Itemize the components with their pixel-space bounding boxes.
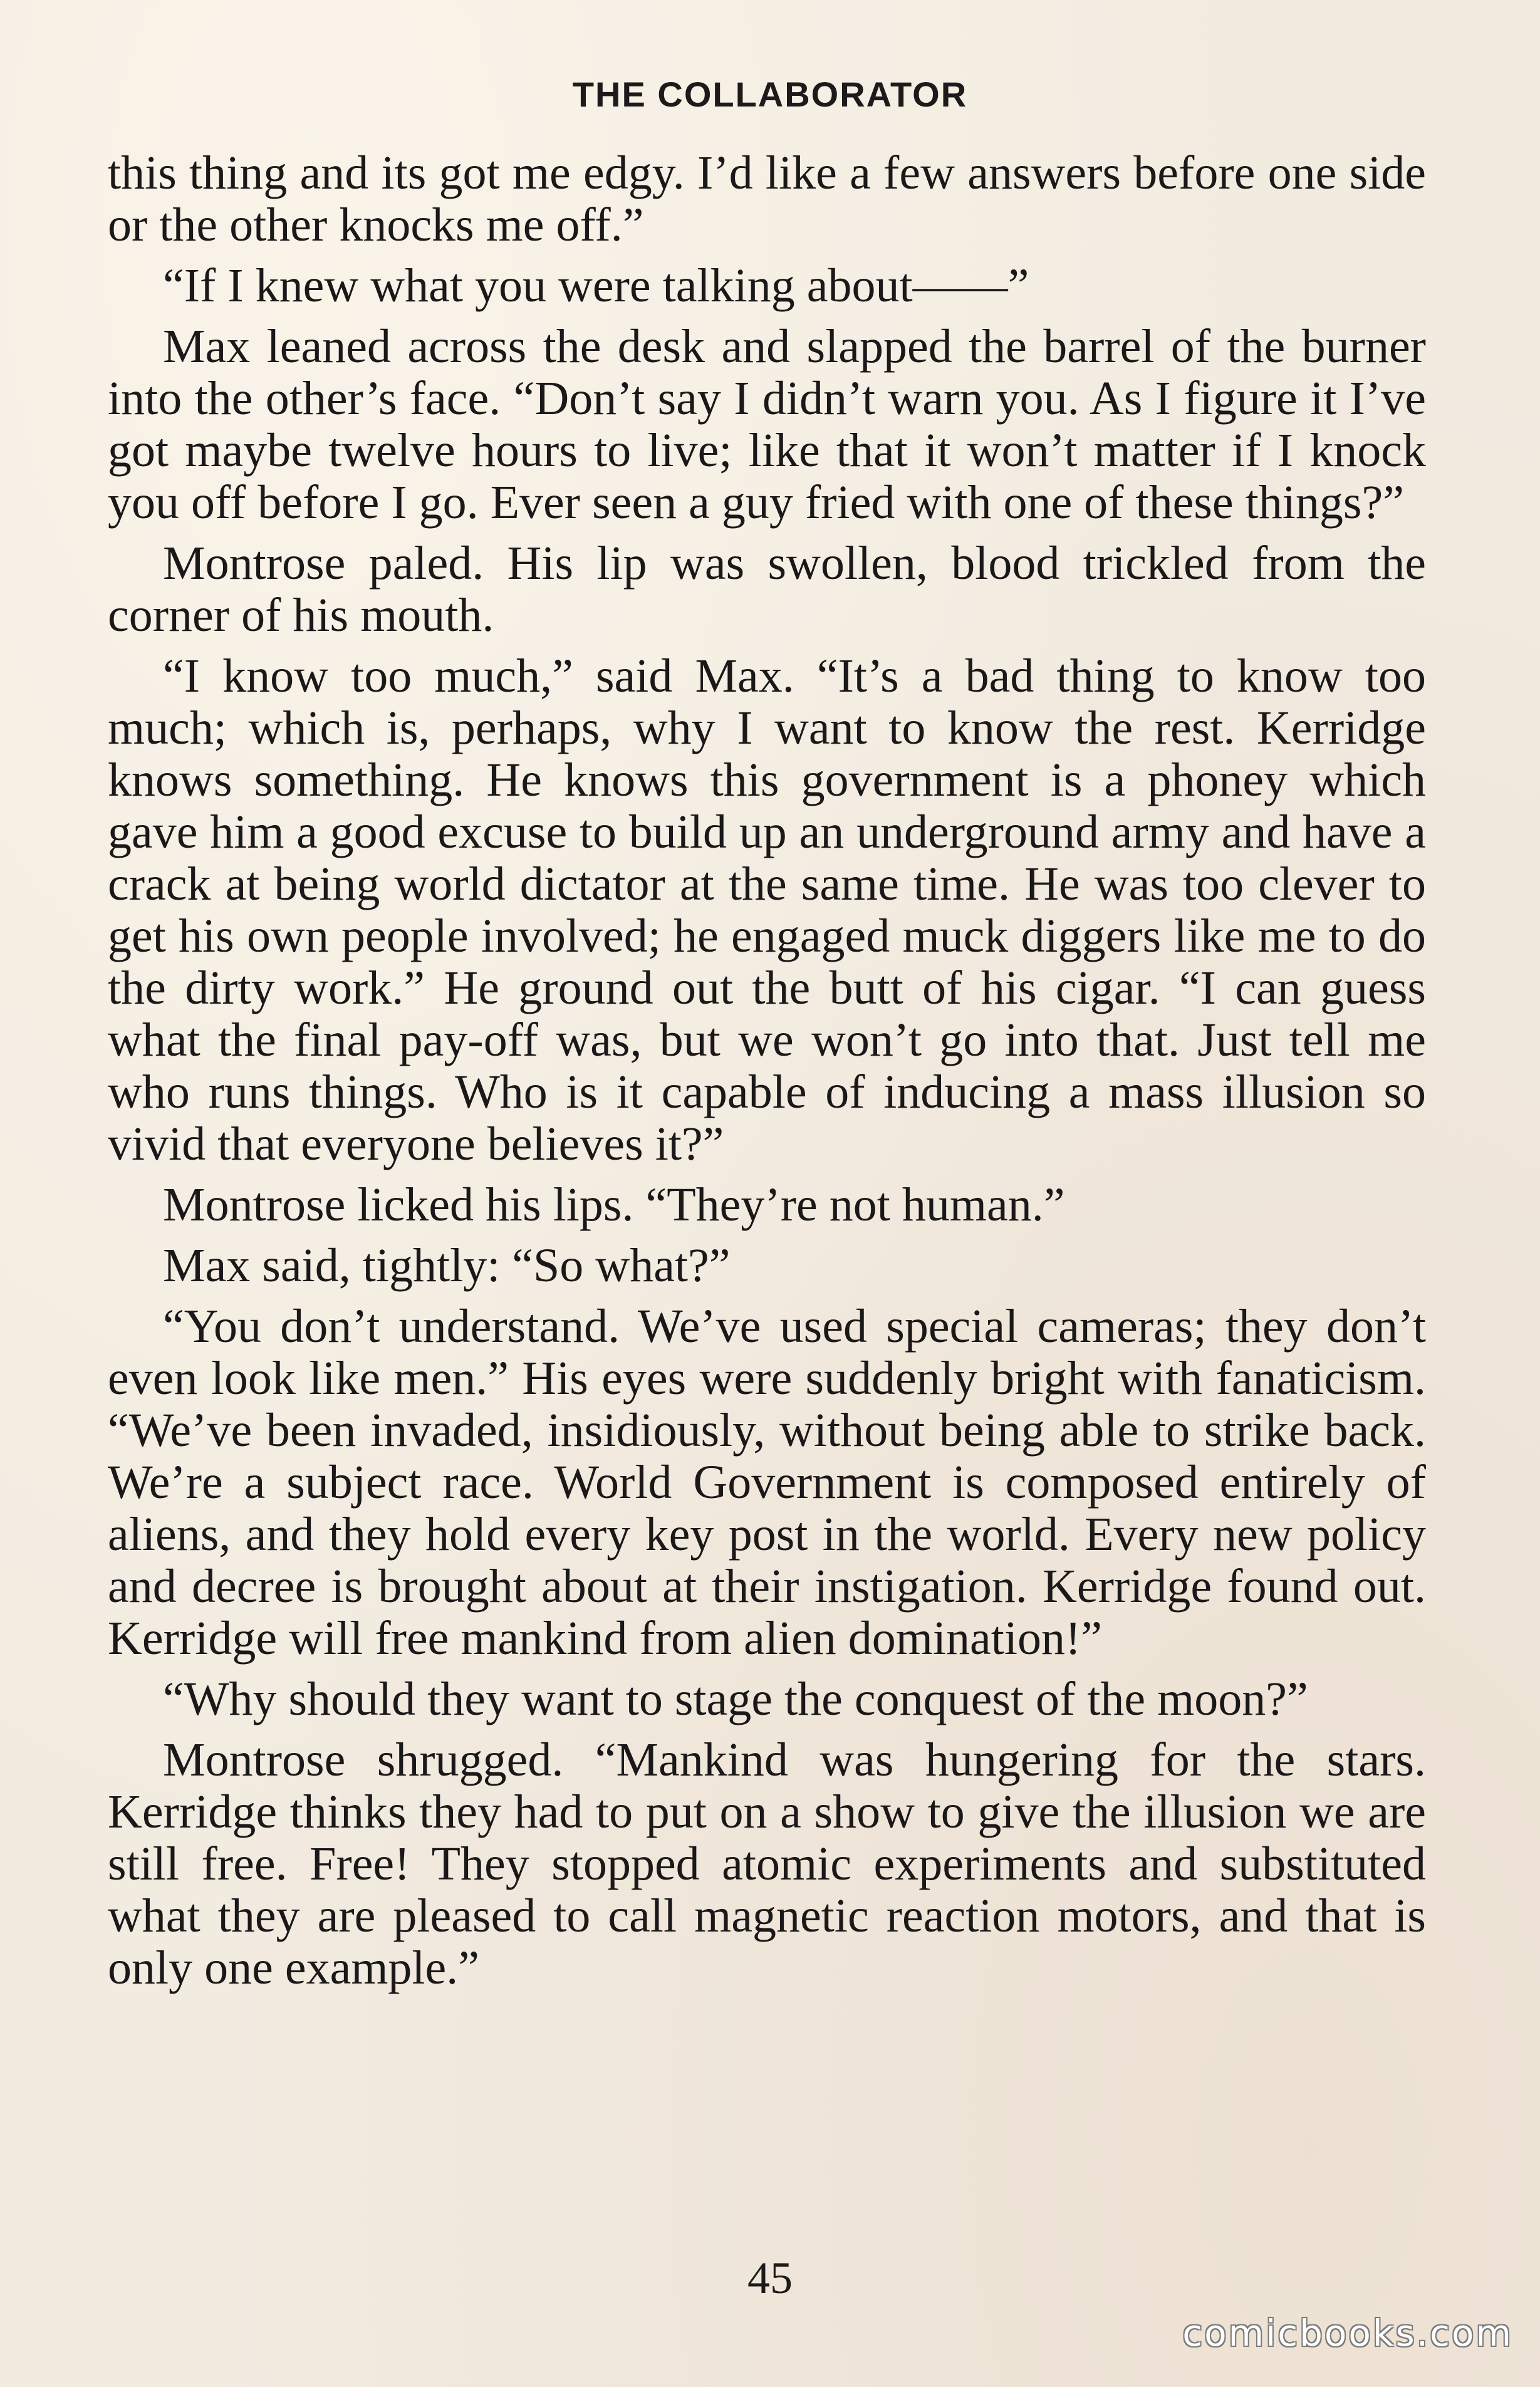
watermark: comicbooks.com bbox=[1182, 2312, 1513, 2354]
body-text bbox=[108, 147, 1426, 2003]
paragraph: Montrose paled. His lip was swollen, blood trickled from the corner of his mouth. bbox=[108, 537, 1426, 642]
paragraph: Montrose licked his lips. “They’re not human.” bbox=[163, 1178, 1065, 1231]
paragraph: Montrose shrugged. “Mankind was hungering for the stars. Kerridge thinks they had to put on a show to give the illusion we are still free. Free! They stopped atomic experiments and substituted what they are pleased to call magnetic reaction motors, and that is only one example.” bbox=[108, 1734, 1426, 1994]
paragraph: “Why should they want to stage the conquest of the moon?” bbox=[163, 1673, 1308, 1725]
paragraph: “I know too much,” said Max. “It’s a bad thing to know too much; which is, perhaps, why I want to know the rest. Kerridge knows something. He knows this government is a phoney which gave him a good excuse to build up an underground army and have a crack at being world dictator at the same time. He was too clever to get his own people involved; he engaged muck diggers like me to do the dirty work.” He ground out the butt of his cigar. “I can guess what the final pay-off was, but we won’t go into that. Just tell me who runs things. Who is it capable of inducing a mass illusion so vivid that everyone believes it?” bbox=[108, 650, 1426, 1170]
paragraph: Max said, tightly: “So what?” bbox=[163, 1239, 731, 1292]
page-number: 45 bbox=[747, 2253, 793, 2303]
paragraph: “If I knew what you were talking about——” bbox=[163, 259, 1029, 312]
running-head: THE COLLABORATOR bbox=[572, 75, 968, 114]
paragraph: this thing and its got me edgy. I’d like a few answers before one side or the other knocks me off.” bbox=[108, 147, 1426, 251]
paragraph: “You don’t understand. We’ve used special cameras; they don’t even look like men.” His eyes were suddenly bright with fanaticism. “We’ve been invaded, insidiously, without being able to strike back. We’re a subject race. World Government is composed entirely of aliens, and they hold every key post in the world. Every new policy and decree is brought about at their instigation. Kerridge found out. Kerridge will free mankind from alien domination!” bbox=[108, 1300, 1426, 1665]
paragraph: Max leaned across the desk and slapped the barrel of the burner into the other’s face. “Don’t say I didn’t warn you. As I figure it I’ve got maybe twelve hours to live; like that it won’t matter if I knock you off before I go. Ever seen a guy fried with one of these things?” bbox=[108, 320, 1426, 529]
